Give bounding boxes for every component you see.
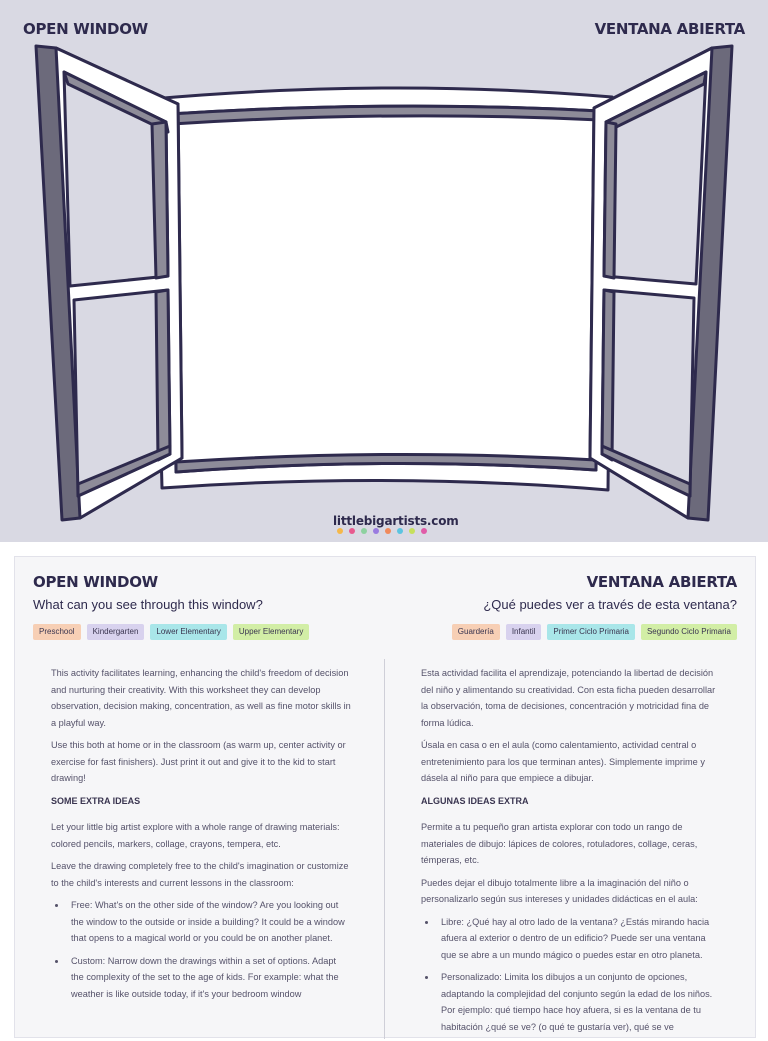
age-tags-es: [452, 624, 737, 640]
extra-ideas-heading: ALGUNAS IDEAS EXTRA: [421, 795, 529, 806]
illustration-title-es: VENTANA ABIERTA: [594, 20, 745, 38]
tag-preschool: Preschool: [33, 624, 81, 640]
sheet-subtitle-es: ¿Qué puedes ver a través de esta ventana?: [483, 597, 737, 612]
paragraph-materials: Let your little big artist explore with a whole range of drawing materials: colored pencils, markers, collage, crayons, tempera, etc.: [51, 822, 340, 849]
illustration-title-en: OPEN WINDOW: [23, 20, 148, 38]
sheet-title-es: VENTANA ABIERTA: [586, 573, 737, 591]
paragraph-customize: Puedes dejar el dibujo totalmente libre a la imaginación del niño o personalizarlo según sus intereses y unidades didácticas en el aula:: [421, 877, 698, 904]
instructions-es: [421, 665, 721, 1041]
paragraph-usage: Use this both at home or in the classroom (as warm up, center activity or exercise for fast finishers). Just print it out and give it to the kid to start drawing!: [51, 740, 346, 783]
sheet-title-en: OPEN WINDOW: [33, 573, 158, 591]
paragraph-usage: Úsala en casa o en el aula (como calentamiento, actividad central o entretenimiento para los que terminan antes). Simplemente imprime y dásela al niño para que empiece a dibujar.: [421, 740, 705, 783]
paragraph-intro: This activity facilitates learning, enhancing the child's freedom of decision and nurturing their creativity. With this worksheet they can develop observation, decision making, concentration, as well as fine motor skills in a playful way.: [51, 668, 351, 728]
tag-infantil: Infantil: [506, 624, 542, 640]
tag-upper-elementary: Upper Elementary: [233, 624, 309, 640]
instructions-en: [51, 665, 351, 1008]
column-divider: [384, 659, 385, 1039]
tag-primer-ciclo: Primer Ciclo Primaria: [547, 624, 635, 640]
ideas-list: [421, 914, 721, 1036]
instructions-sheet: [14, 556, 756, 1038]
list-item: • Free: What's on the other side of the window? Are you looking out the window to the outside or inside a building? It could be a window that opens to a magical world or you could be on another planet.: [67, 897, 351, 947]
age-tags-en: [33, 624, 309, 640]
logo-color-dots: [334, 527, 434, 535]
list-item: • Custom: Narrow down the drawings within a set of options. Adapt the complexity of the set to the age of kids. For example: what the weather is like outside today, if it's your bedroom window: [67, 953, 351, 1003]
ideas-list: [51, 897, 351, 1002]
tag-kindergarten: Kindergarten: [87, 624, 145, 640]
tag-lower-elementary: Lower Elementary: [150, 624, 226, 640]
paragraph-intro: Esta actividad facilita el aprendizaje, potenciando la libertad de decisión del niño y alimentando su creatividad. Con esta ficha pueden desarrollar la observación, toma de decisiones, concentración y motricidad fina de forma lúdica.: [421, 668, 716, 728]
paragraph-materials: Permite a tu pequeño gran artista explorar con todo un rango de materiales de dibujo: lápices de colores, rotuladores, collage, ceras, témperas, etc.: [421, 822, 698, 865]
list-item: • Libre: ¿Qué hay al otro lado de la ventana? ¿Estás mirando hacia afuera al exterior o dentro de un edificio? Puede ser una ventana que se abre a un mundo mágico o puedes estar en otro planeta.: [437, 914, 721, 964]
sheet-subtitle-en: What can you see through this window?: [33, 597, 263, 612]
extra-ideas-heading: SOME EXTRA IDEAS: [51, 795, 141, 806]
paragraph-customize: Leave the drawing completely free to the child's imagination or customize to the child's interests and current lessons in the classroom:: [51, 861, 349, 888]
tag-guarderia: Guardería: [452, 624, 500, 640]
tag-segundo-ciclo: Segundo Ciclo Primaria: [641, 624, 737, 640]
site-logo: littlebigartists.com: [333, 514, 459, 528]
list-item: • Personalizado: Limita los dibujos a un conjunto de opciones, adaptando la complejidad del conjunto según la edad de los niños. Por ejemplo: qué tiempo hace hoy afuera, si es la ventana de tu habitación ¿qué se ve? (o qué te gustaría ver), qué se ve: [437, 969, 721, 1035]
